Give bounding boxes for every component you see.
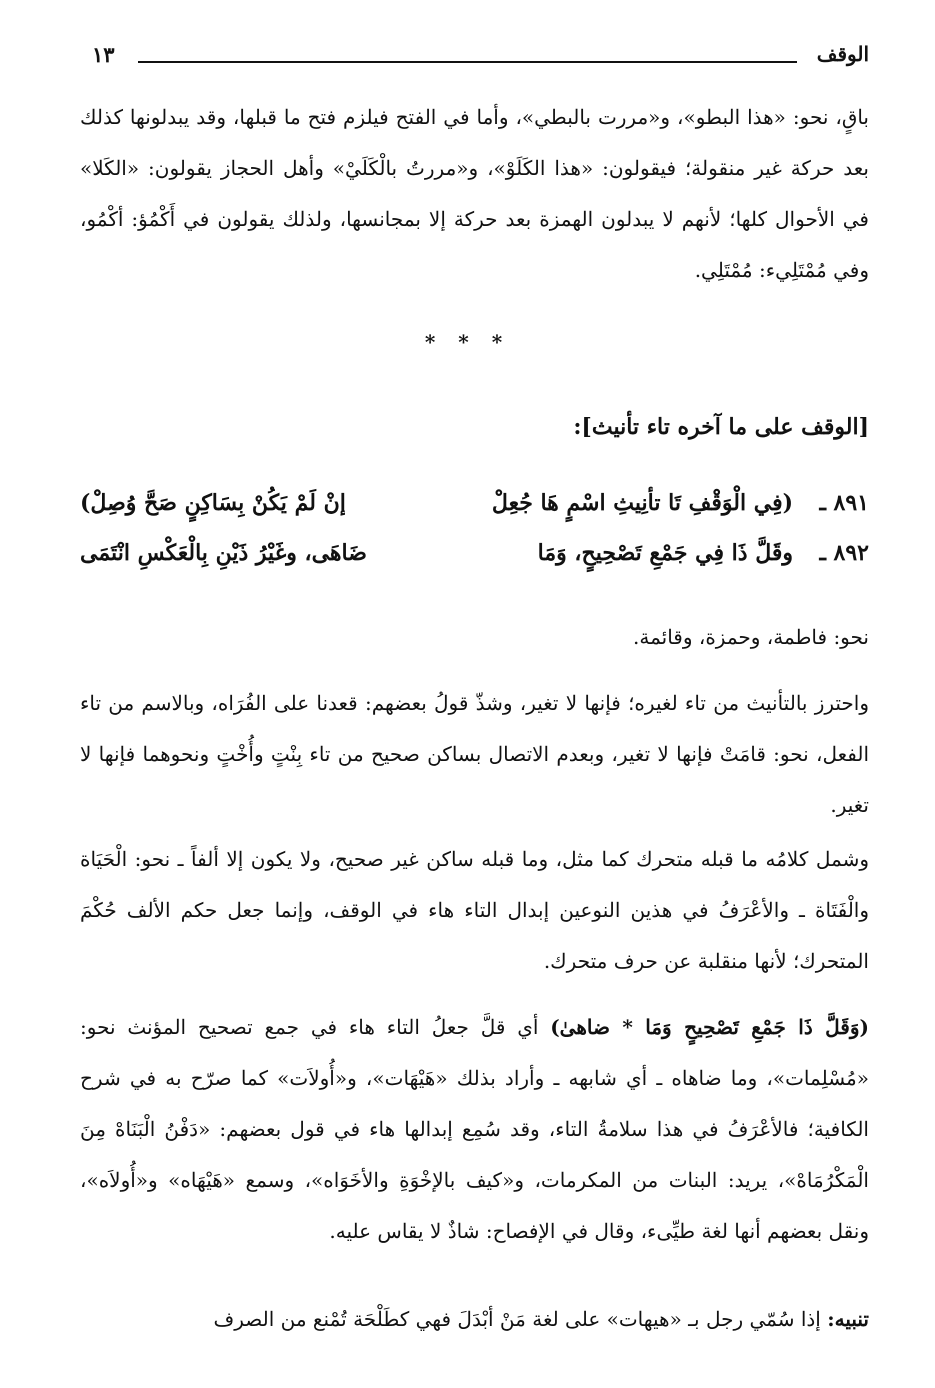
paragraph-5 [80,1002,869,1257]
page-number: ١٣ [92,42,115,67]
section-heading: [الوقف على ما آخره تاء تأنيث]: [573,414,869,440]
verse-second-hemistich: ضَاهَى، وغَيْرُ ذَيْنِ بِالْعَكْسِ انْتَمَى [80,540,367,566]
chapter-title: الوقف [816,42,869,66]
page-header [92,40,869,80]
paragraph-6 [80,1294,869,1345]
paragraph-1: باقٍ، نحو: «هذا البطو»، و«مررت بالبطي»، وأما في الفتح فيلزم فتح ما قبلها، وقد يبدلونها كذلك بعد حركة غير منقولة؛ فيقولون: «هذا الكَلَوْ»، و«مررتُ بالْكَلَيْ» وأهل الحجاز يقولون: «الكَلا» في الأحوال كلها؛ لأنهم لا يبدلون الهمزة بعد حركة إلا بمجانسها، ولذلك يقولون في أَكْمُؤ: أكْمُو، وفي مُمْتَلِيء: مُمْتَلِي. [80,105,869,282]
quoted-verse-fragment: (وَقَلَّ ذَا جَمْعِ تَصْحِيحٍ وَمَا * ضاهىٰ) [550,1015,869,1039]
paragraph-3: واحترز بالتأنيث من تاء لغيره؛ فإنها لا تغير، وشذّ قولُ بعضهم: قعدنا على الفُرَاه، وبالاسم من تاء الفعل، نحو: قامَتْ فإنها لا تغير، وبعدم الاتصال بساكن صحيح من تاء بِنْتٍ وأُخْتٍ ونحوهما فإنها لا تغير. [80,691,869,817]
verse-second-hemistich: إنْ لَمْ يَكُنْ بِسَاكِنٍ صَحَّ وُصِلْ) [80,490,346,516]
verse-892 [80,534,869,584]
verse-first-hemistich: (فِي الْوَقْفِ تَا تأنِيثِ اسْمٍ هَا جُعِلْ [491,490,793,516]
paragraph-5-text: أي قلَّ جعلُ التاء هاء في جمع تصحيح المؤنث نحو: «مُسْلِمات»، وما ضاهاه ـ أي شابهه ـ وأراد بذلك «هَيْهَات»، و«أُولاَت» كما صرّح به في شرح الكافية؛ فالأعْرَفُ في هذا سلامةُ التاء، وقد سُمِع إبدالها هاء في قول بعضهم: «دَفْنُ الْبَنَاهْ مِنَ الْمَكْرُمَاهْ»، يريد: البنات من المكرمات، و«كيف بالإخْوَةِ والأخَوَاه»، وسمع «هَيْهَاه» و«أُولاَه»، ونقل بعضهم أنها لغة طيِّىء، وقال في الإفصاح: شاذٌ لا يقاس عليه. [80,1015,869,1243]
verse-number: ٨٩٢ ـ [819,540,869,566]
verse-first-hemistich: وقَلَّ ذَا فِي جَمْعِ تَصْحِيحٍ، وَمَا [537,540,793,566]
verse-891 [80,484,869,534]
header-rule [138,61,797,63]
note-label: تنبيه: [827,1307,869,1331]
verse-number: ٨٩١ ـ [819,490,869,516]
paragraph-2: نحو: فاطمة، وحمزة، وقائمة. [632,625,869,649]
section-separator: * * * [424,330,511,354]
paragraph-6-text: إذا سُمّي رجل بـ «هيهات» على لغة مَنْ أبْدَلَ فهي كطَلْحَة تُمْنع من الصرف [213,1307,828,1331]
paragraph-4: وشمل كلامُه ما قبله متحرك كما مثل، وما قبله ساكن غير صحيح، ولا يكون إلا ألفاً ـ نحو: الْحَيَاة والْفَتَاة ـ والأعْرَفُ في هذين النوعين إبدال التاء هاء في الوقف، وإنما جعل حكم الألف حُكْمَ المتحرك؛ لأنها منقلبة عن حرف متحرك. [80,847,870,973]
